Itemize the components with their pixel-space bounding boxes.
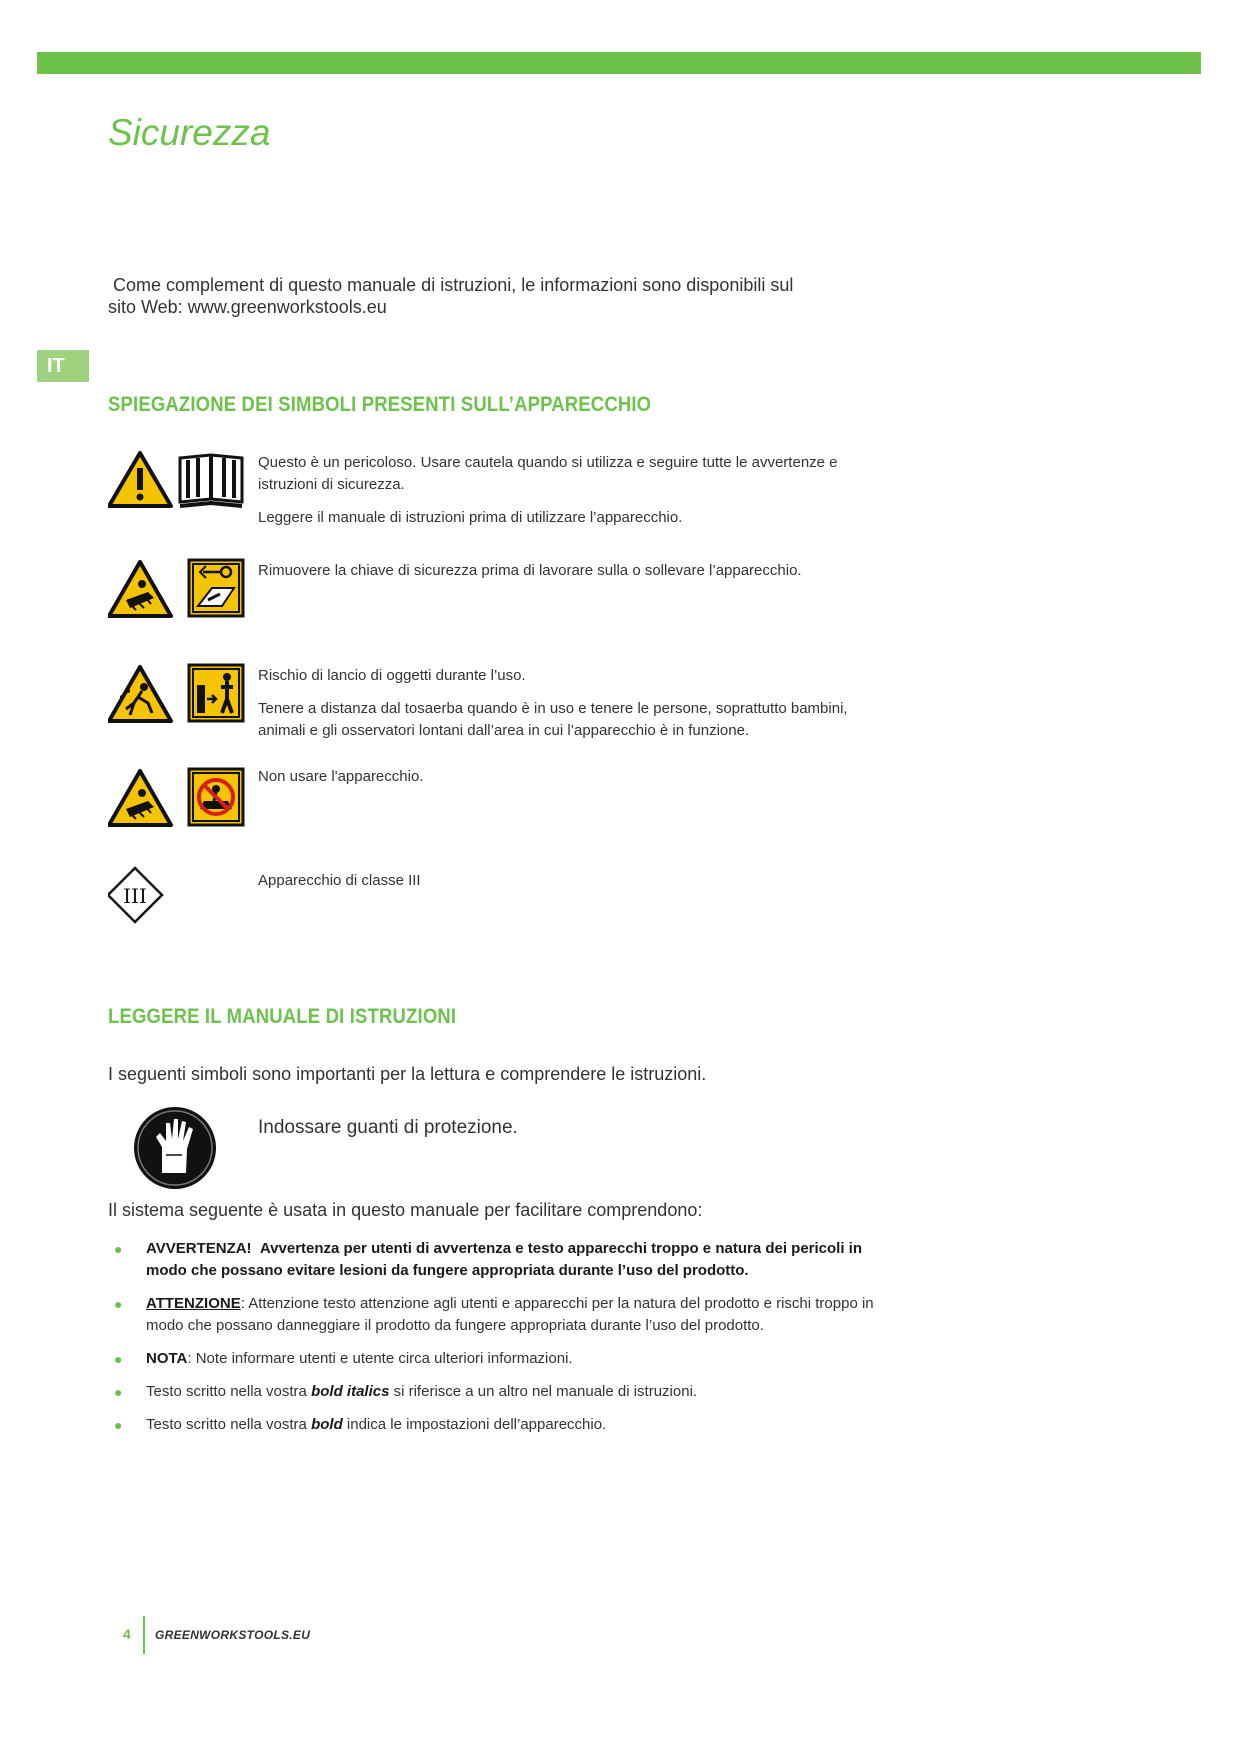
keep-distance-icon bbox=[189, 665, 243, 721]
note-label: ATTENZIONE bbox=[146, 1295, 241, 1312]
list-item bbox=[108, 1238, 888, 1282]
note-text: : Note informare utenti e utente circa ulteriori informazioni. bbox=[187, 1350, 573, 1367]
note-label: NOTA bbox=[146, 1350, 188, 1367]
symbol-description: Apparecchio di classe III bbox=[258, 872, 421, 889]
note-text: indica le impostazioni dell’apparecchio. bbox=[342, 1416, 607, 1433]
symbol-description: Questo è un pericoloso. Usare cautela quando si utilizza e seguire tutte le avvertenze e istruzioni di sicurezza. bbox=[258, 454, 838, 493]
remove-key-icon bbox=[189, 560, 243, 616]
symbol-description: Leggere il manuale di istruzioni prima di utilizzare l’apparecchio. bbox=[258, 509, 683, 526]
note-text: Testo scritto nella vostra bbox=[146, 1383, 312, 1400]
bullet-icon: ● bbox=[114, 1241, 123, 1257]
symbol-row-thrown-objects bbox=[108, 663, 868, 753]
conventions-list bbox=[108, 1238, 888, 1447]
list-item bbox=[108, 1381, 888, 1403]
symbol-row-key bbox=[108, 558, 868, 628]
symbol-description: Rischio di lancio di oggetti durante l’uso. bbox=[258, 667, 526, 684]
symbol-row-thrown-icons bbox=[108, 663, 248, 725]
symbol-row-no-use bbox=[108, 767, 868, 837]
list-item bbox=[108, 1293, 888, 1337]
symbol-row-warning-text bbox=[258, 452, 868, 540]
gloves-icon bbox=[132, 1105, 218, 1191]
note-emphasis: bold bbox=[311, 1416, 343, 1433]
note-text: si riferisce a un altro nel manuale di istruzioni. bbox=[389, 1383, 698, 1400]
page-number: 4 bbox=[123, 1626, 131, 1642]
page-title: Sicurezza bbox=[108, 112, 271, 153]
note-text: Avvertenza per utenti di avvertenza e testo apparecchi troppo e natura dei pericoli in modo che possano evitare lesioni da fungere appropriata durante l’uso del prodotto. bbox=[146, 1240, 863, 1279]
symbol-row-warning bbox=[108, 450, 868, 530]
symbol-row-warning-icons bbox=[108, 450, 248, 510]
intro-line-1: Come complement di questo manuale di istruzioni, le informazioni sono disponibili sul bbox=[113, 275, 794, 295]
system-intro: Il sistema seguente è usata in questo manuale per facilitare comprendono: bbox=[108, 1200, 703, 1220]
warning-triangle-icon bbox=[109, 453, 171, 506]
section-heading-symbols: SPIEGAZIONE DEI SIMBOLI PRESENTI SULL’APPARECCHIO bbox=[108, 393, 652, 416]
no-riding-icon bbox=[189, 769, 243, 825]
symbol-row-no-use-text bbox=[258, 766, 868, 799]
class-iii-icon bbox=[108, 866, 168, 926]
hazard-triangle-icon bbox=[109, 562, 171, 616]
symbol-row-class-iii bbox=[108, 866, 868, 926]
symbol-row-no-use-icons bbox=[108, 767, 248, 829]
footer-divider bbox=[143, 1616, 145, 1654]
note-emphasis: bold italics bbox=[311, 1383, 390, 1400]
bullet-icon: ● bbox=[114, 1384, 123, 1400]
thrown-objects-icon bbox=[109, 667, 171, 721]
symbol-description: Tenere a distanza dal tosaerba quando è in uso e tenere le persone, soprattutto bambini, animali e gli osservatori lontani dall’area in cui l’apparecchio è in funzione. bbox=[258, 700, 848, 739]
note-text: Testo scritto nella vostra bbox=[146, 1416, 312, 1433]
note-text: : Attenzione testo attenzione agli utenti e apparecchi per la natura del prodotto e rischi troppo in modo che possano danneggiare il prodotto da fungere appropriata durante l’uso del prodotto. bbox=[146, 1295, 874, 1334]
list-item bbox=[108, 1348, 888, 1370]
list-item bbox=[108, 1414, 888, 1436]
footer-url: GREENWORKSTOOLS.EU bbox=[155, 1628, 311, 1642]
intro-line-2: sito Web: www.greenworkstools.eu bbox=[108, 297, 387, 317]
manual-book-icon bbox=[180, 455, 242, 506]
symbol-row-class-iii-text bbox=[258, 870, 868, 903]
gloves-text: Indossare guanti di protezione. bbox=[258, 1117, 518, 1138]
symbol-row-thrown-text bbox=[258, 665, 868, 753]
symbol-description: Rimuovere la chiave di sicurezza prima di lavorare sulla o sollevare l’apparecchio. bbox=[258, 562, 802, 579]
symbol-row-key-icons bbox=[108, 558, 248, 620]
symbol-description: Non usare l'apparecchio. bbox=[258, 768, 424, 785]
symbol-row-key-text bbox=[258, 560, 868, 593]
section-heading-manual: LEGGERE IL MANUALE DI ISTRUZIONI bbox=[108, 1005, 457, 1028]
hazard-triangle-icon bbox=[109, 771, 171, 825]
bullet-icon: ● bbox=[114, 1296, 123, 1312]
language-tab: IT bbox=[37, 350, 89, 382]
intro-text bbox=[108, 274, 888, 318]
bullet-icon: ● bbox=[114, 1417, 123, 1433]
top-accent-bar bbox=[37, 52, 1201, 74]
section2-intro: I seguenti simboli sono importanti per la lettura e comprendere le istruzioni. bbox=[108, 1064, 707, 1084]
note-label: AVVERTENZA! bbox=[146, 1240, 252, 1257]
class-iii-mark: III bbox=[123, 884, 147, 908]
bullet-icon: ● bbox=[114, 1351, 123, 1367]
